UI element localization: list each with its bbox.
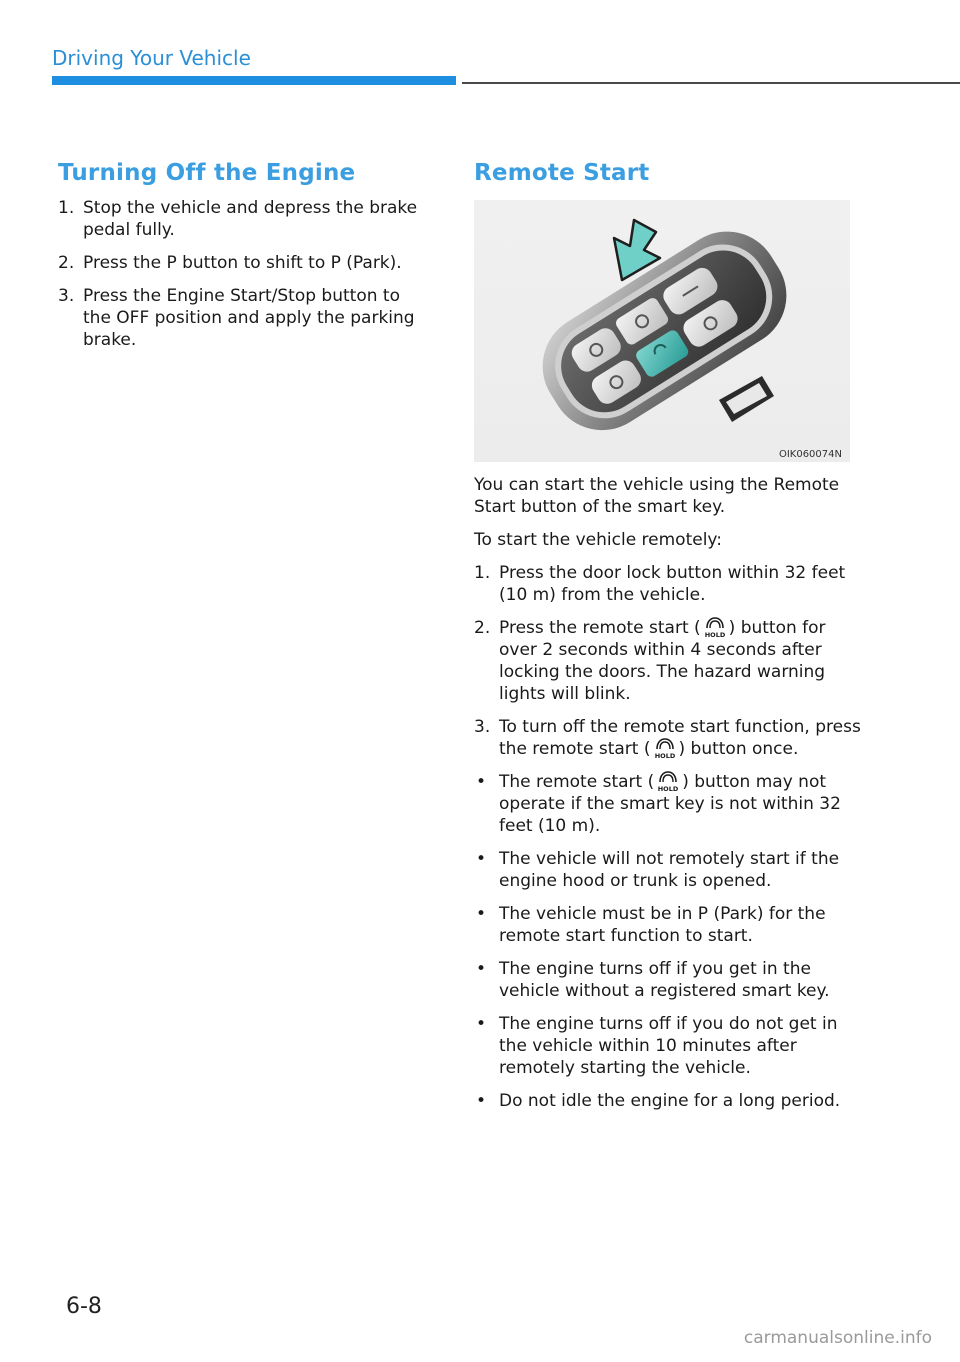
step-text: Press the door lock button within 32 feet (10 m) from the vehicle. (499, 563, 846, 605)
step-text-pre: Press the remote start ( (499, 618, 701, 638)
turning-off-step (58, 197, 430, 241)
note-item (474, 771, 864, 837)
step-text-post: ) button for over 2 seconds within 4 seconds after locking the doors. The hazard warning lights will blink. (499, 618, 826, 704)
note-item (474, 1013, 864, 1079)
step-number: 2. (58, 253, 75, 273)
turning-off-step (58, 285, 430, 351)
bullet: • (476, 1091, 487, 1111)
hold-label: HOLD (704, 631, 725, 639)
note-text-post: ) button may not operate if the smart key is not within 32 feet (10 m). (499, 772, 841, 836)
note-text: The vehicle must be in P (Park) for the remote start function to start. (499, 904, 826, 946)
smart-key-illustration (474, 200, 850, 462)
bullet: • (476, 772, 487, 792)
step-text-pre: To turn off the remote start function, press the remote start ( (499, 717, 861, 759)
step-number: 2. (474, 618, 491, 638)
remote-start-hold-icon (654, 771, 682, 793)
turning-off-steps (58, 197, 430, 351)
remote-start-step (474, 617, 864, 705)
step-text-post: ) button once. (678, 739, 799, 759)
step-number: 3. (474, 717, 491, 737)
step-number: 3. (58, 286, 75, 306)
section-title: Driving Your Vehicle (52, 46, 251, 70)
key-body (523, 212, 806, 450)
step-text: Press the P button to shift to P (Park). (83, 253, 402, 273)
step-number: 1. (58, 198, 75, 218)
page-number: 6-8 (66, 1294, 102, 1319)
bullet: • (476, 1014, 487, 1034)
hold-label: HOLD (657, 785, 679, 793)
note-text: The engine turns off if you get in the vehicle without a registered smart key. (499, 959, 830, 1001)
note-text-pre: The remote start ( (499, 772, 655, 792)
bullet: • (476, 904, 487, 924)
bullet: • (476, 849, 487, 869)
step-text: Press the Engine Start/Stop button to the OFF position and apply the parking brake. (83, 286, 415, 350)
note-text: The engine turns off if you do not get in the vehicle within 10 minutes after remotely starting the vehicle. (499, 1014, 838, 1078)
remote-start-step (474, 716, 864, 760)
key-ring-loop (719, 376, 774, 422)
remote-start-hold-icon (701, 617, 729, 639)
step-text: Stop the vehicle and depress the brake pedal fully. (83, 198, 418, 240)
figure-code: OIK060074N (778, 449, 842, 460)
turning-off-heading: Turning Off the Engine (58, 160, 356, 186)
remote-start-lead: To start the vehicle remotely: (474, 530, 722, 550)
turning-off-step (58, 252, 430, 274)
header-rule-gray (462, 82, 960, 84)
remote-start-steps (474, 562, 864, 760)
note-text: Do not idle the engine for a long period. (499, 1091, 841, 1111)
smart-key-figure (474, 200, 850, 462)
remote-start-intro: You can start the vehicle using the Remote Start button of the smart key. (474, 475, 840, 517)
note-item (474, 958, 864, 1002)
remote-start-notes (474, 771, 864, 1112)
header-rule-blue (52, 76, 456, 85)
remote-start-heading: Remote Start (474, 160, 650, 186)
note-text: The vehicle will not remotely start if the engine hood or trunk is opened. (499, 849, 840, 891)
remote-start-hold-icon (651, 738, 679, 760)
note-item (474, 1090, 864, 1112)
hold-label: HOLD (654, 752, 675, 760)
remote-start-section (474, 160, 864, 1123)
step-number: 1. (474, 563, 491, 583)
turning-off-section (58, 160, 430, 362)
watermark[interactable]: carmanualsonline.info (743, 1328, 932, 1348)
note-item (474, 848, 864, 892)
remote-start-step (474, 562, 864, 606)
bullet: • (476, 959, 487, 979)
note-item (474, 903, 864, 947)
